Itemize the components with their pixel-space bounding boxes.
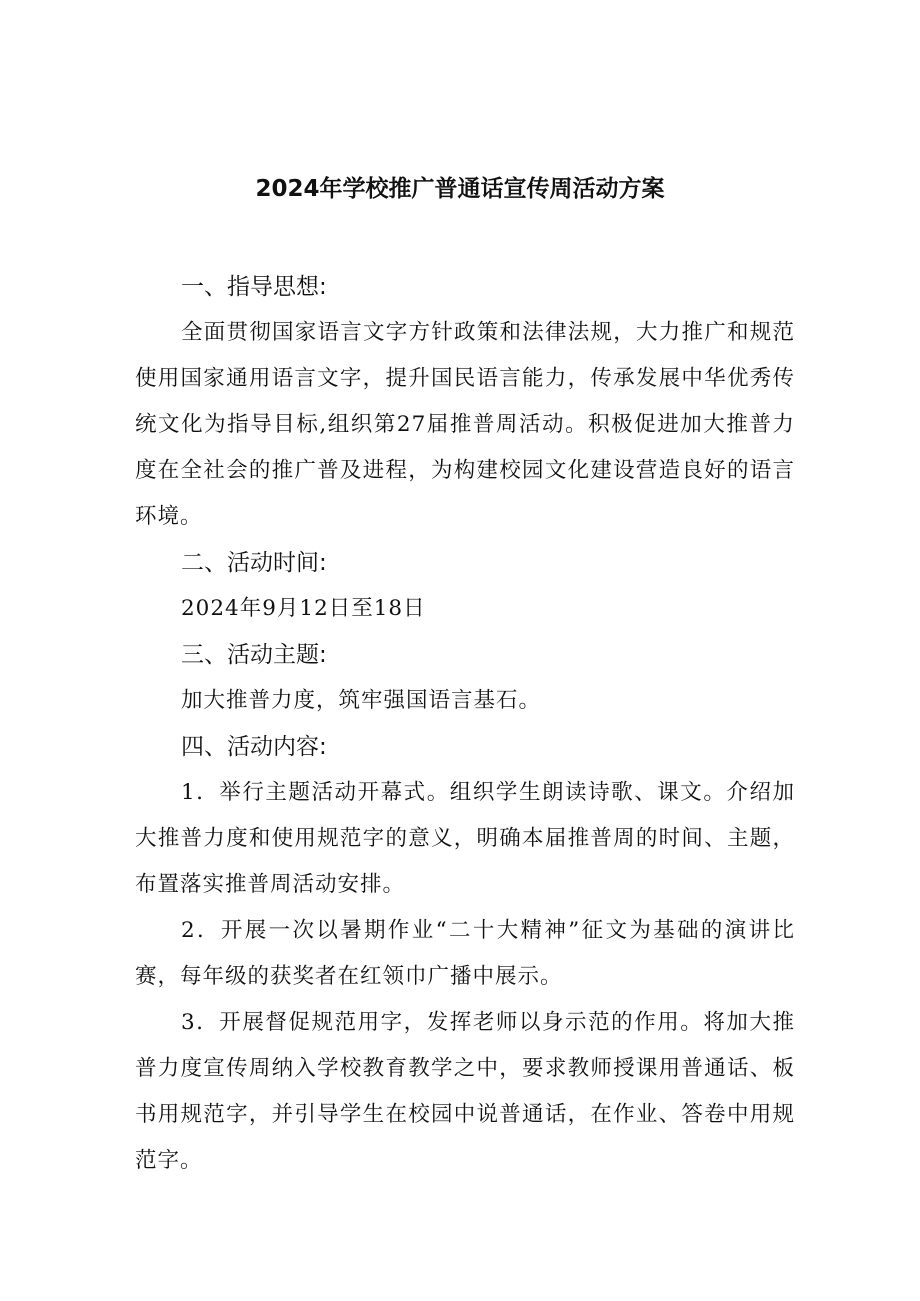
document-title: 2024年学校推广普通话宣传周活动方案 xyxy=(255,176,665,202)
content-item-1: 1．举行主题活动开幕式。组织学生朗读诗歌、课文。介绍加大推普力度和使用规范字的意义，明确本届推普周的时间、主题，布置落实推普周活动安排。 xyxy=(135,780,795,897)
section-text-guiding: 全面贯彻国家语言文字方针政策和法律法规，大力推广和规范使用国家通用语言文字，提升国民语言能力，传承发展中华优秀传统文化为指导目标,组织第27届推普周活动。积极促进加大推普力度在全社会的推广普及进程，为构建校园文化建设营造良好的语言环境。 xyxy=(135,320,795,529)
section-text-theme: 加大推普力度，筑牢强国语言基石。 xyxy=(181,688,542,713)
section-heading-theme: 三、活动主题: xyxy=(181,642,327,668)
content-item-2: 2．开展一次以暑期作业“二十大精神”征文为基础的演讲比赛，每年级的获奖者在红领巾广播中展示。 xyxy=(135,918,795,989)
content-item-3: 3．开展督促规范用字，发挥老师以身示范的作用。将加大推普力度宣传周纳入学校教育教学之中，要求教师授课用普通话、板书用规范字，并引导学生在校园中说普通话，在作业、答卷中用规范字。 xyxy=(135,1010,795,1173)
section-heading-content: 四、活动内容: xyxy=(181,734,327,760)
document-body xyxy=(135,264,795,1184)
section-text-time: 2024年9月12日至18日 xyxy=(181,596,426,621)
section-heading-time: 二、活动时间: xyxy=(181,550,327,576)
section-heading-guiding: 一、指导思想: xyxy=(181,274,327,300)
